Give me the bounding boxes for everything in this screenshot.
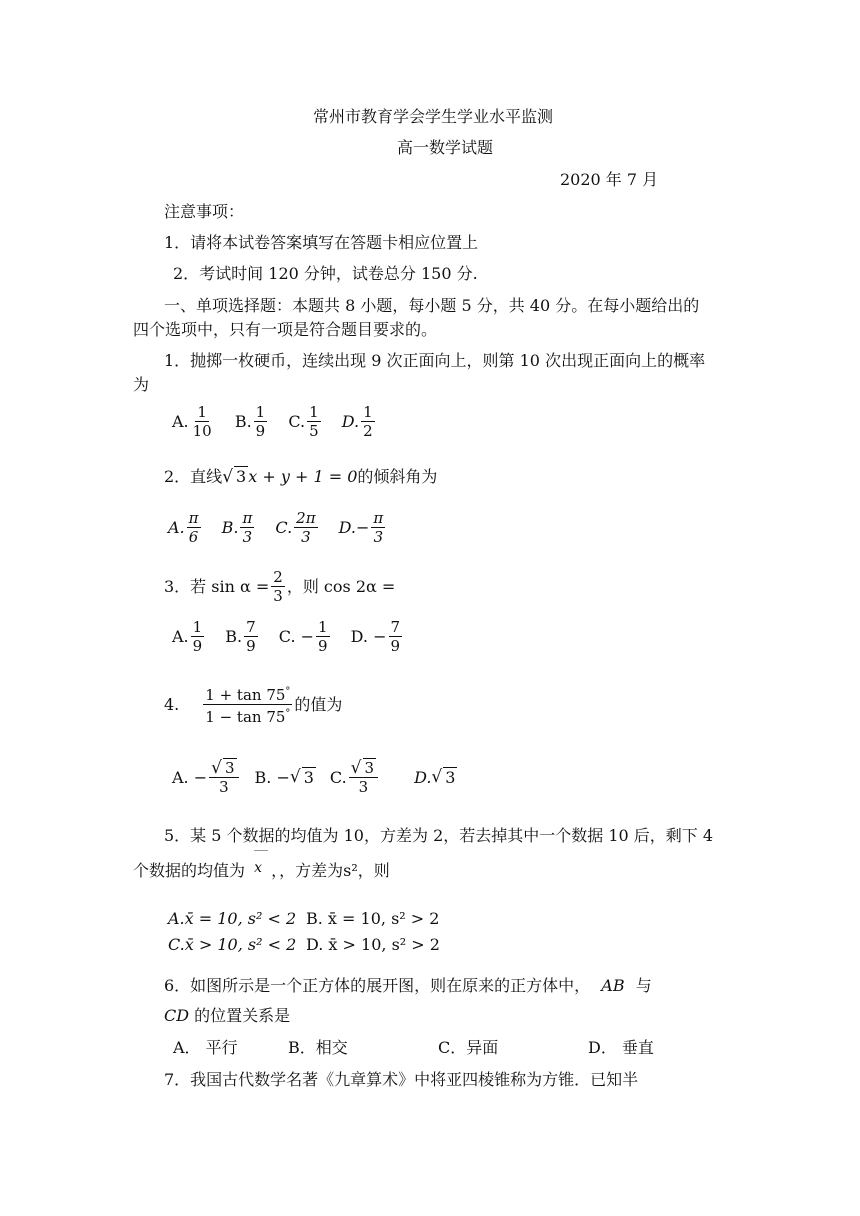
question-3-suffix: ，则 cos 2α = [286, 576, 396, 596]
mean-variable: x [254, 860, 263, 876]
question-2-option-c[interactable] [275, 509, 319, 546]
fraction-numerator: 7 [246, 618, 256, 636]
option-label: D. − [350, 627, 387, 646]
option-label: A. [168, 518, 185, 537]
section-1-instructions-line-1: 一、单项选择题：本题共 8 小题，每小题 5 分，共 40 分。在每小题给出的 [164, 296, 700, 315]
fraction-numerator: 7 [390, 618, 401, 636]
question-2-option-a[interactable] [168, 509, 203, 546]
question-5-option-b[interactable]: B. x̄ = 10, s² > 2 [306, 909, 440, 928]
question-6-line-2-text: 的位置关系是 [194, 1006, 291, 1025]
question-4-suffix: 的值为 [294, 694, 343, 714]
fraction-numerator: 1 [192, 618, 203, 636]
question-3-stem [164, 568, 395, 605]
exam-org-title: 常州市教育学会学生学业水平监测 [313, 107, 554, 126]
fraction-denominator: 9 [246, 637, 256, 655]
question-2-option-d[interactable] [339, 509, 388, 546]
option-label: B. [221, 518, 239, 537]
question-3-option-d[interactable] [351, 618, 404, 655]
question-1-stem-line-2: 为 [133, 375, 150, 394]
question-1-option-c[interactable] [288, 403, 322, 440]
fraction-denominator: 3 [219, 778, 229, 796]
option-label: C. − [278, 627, 315, 646]
fraction-numerator: 1 [309, 403, 319, 421]
question-4-options [172, 758, 471, 796]
fraction-denominator: 6 [188, 528, 199, 546]
question-2-options [168, 509, 401, 546]
fraction-numerator: 1 [197, 403, 207, 421]
fraction-numerator: 2 [273, 568, 283, 586]
degree-symbol: ° [285, 686, 291, 697]
question-5-option-a[interactable]: A.x̄ = 10, s² < 2 [168, 909, 297, 928]
denominator-text: 1 − tan 75 [205, 708, 286, 726]
question-2-suffix: 的倾斜角为 [357, 467, 438, 486]
question-2-option-b[interactable] [222, 509, 257, 546]
question-5-line-2-start: 个数据的均值为 [133, 861, 246, 880]
fraction-denominator: 9 [255, 422, 266, 440]
option-label: B. [225, 627, 243, 646]
question-6-line-1-end: 与 [635, 976, 652, 995]
fraction-numerator: π [373, 509, 384, 527]
fraction-numerator [349, 758, 378, 778]
radicand: 3 [224, 759, 235, 777]
question-4-stem [164, 683, 342, 726]
question-5-stem-line-1: 5．某 5 个数据的均值为 10，方差为 2，若去掉其中一个数据 10 后，剩下 4 [164, 826, 714, 845]
fraction-numerator: 1 [255, 403, 266, 421]
question-3-options [172, 618, 418, 655]
radicand: 3 [445, 768, 456, 787]
fraction-denominator: 3 [373, 528, 384, 546]
fraction-numerator [203, 683, 292, 705]
sqrt-symbol: √ [289, 767, 301, 787]
radicand: 3 [236, 467, 247, 486]
question-6-line-1-start: 6．如图所示是一个正方体的展开图，则在原来的正方体中， [164, 976, 591, 995]
fraction-numerator: π [242, 509, 253, 527]
question-6-option-a[interactable]: A． 平行 [173, 1038, 238, 1057]
sqrt-symbol: √ [222, 467, 234, 487]
sqrt-symbol: √ [211, 758, 222, 778]
fraction-denominator: 3 [273, 587, 283, 605]
question-7-stem-line-1: 7．我国古代数学名著《九章算术》中将亚四棱锥称为方锥．已知半 [164, 1070, 639, 1089]
option-label: A. − [172, 767, 208, 787]
fraction-denominator: 5 [309, 422, 319, 440]
question-4-option-a[interactable] [172, 758, 241, 796]
question-3-option-b[interactable] [225, 618, 259, 655]
question-1-options [172, 403, 391, 440]
section-1-instructions-line-2: 四个选项中，只有一项是符合题目要求的。 [133, 320, 438, 339]
fraction-numerator [209, 758, 238, 778]
question-4-number: 4. [164, 694, 180, 714]
option-label: C. [288, 412, 306, 431]
question-3-prefix: 3．若 sin α = [164, 576, 270, 596]
fraction-denominator: 2 [363, 422, 373, 440]
option-label: D. [414, 767, 432, 787]
question-6-option-b[interactable]: B．相交 [288, 1038, 348, 1057]
question-5-stem-line-2 [133, 861, 390, 882]
radicand: 3 [303, 768, 314, 787]
fraction-denominator: 3 [358, 778, 369, 796]
option-label: D. [341, 412, 360, 431]
question-4-option-d[interactable] [414, 767, 457, 787]
option-label: A. [172, 412, 189, 431]
fraction-denominator: 3 [242, 528, 253, 546]
question-6-option-d[interactable]: D． 垂直 [588, 1038, 654, 1057]
question-4-option-c[interactable] [330, 758, 380, 796]
option-label: D.− [338, 518, 370, 537]
option-label: B. [234, 412, 252, 431]
fraction-denominator: 9 [318, 637, 328, 655]
question-2-stem [164, 466, 437, 487]
option-label: C. [329, 767, 347, 787]
segment-cd: CD [164, 1006, 190, 1025]
exam-subject-title: 高一数学试题 [397, 138, 494, 157]
fraction-numerator: 1 [318, 618, 328, 636]
sqrt-symbol: √ [431, 767, 443, 787]
question-1-option-b[interactable] [235, 403, 269, 440]
fraction-denominator: 10 [192, 422, 212, 440]
question-1-stem-line-1: 1．抛掷一枚硬币，连续出现 9 次正面向上，则第 10 次出现正面向上的概率 [164, 351, 706, 370]
question-6-option-c[interactable]: C．异面 [438, 1038, 499, 1057]
fraction-numerator: π [188, 509, 199, 527]
fraction-denominator: 3 [301, 528, 311, 546]
notes-item-1: 1．请将本试卷答案填写在答题卡相应位置上 [164, 233, 479, 252]
question-1-option-a[interactable] [172, 403, 216, 440]
sqrt-symbol: √ [350, 758, 362, 778]
question-3-option-a[interactable] [172, 618, 206, 655]
question-2-prefix: 2．直线 [164, 467, 223, 486]
fraction-denominator [203, 705, 292, 726]
question-5-option-d[interactable]: D. x̄ > 10, s² > 2 [306, 935, 440, 954]
fraction-numerator: 1 [363, 403, 373, 421]
question-6-stem-line-2 [164, 1006, 290, 1026]
radicand: 3 [364, 759, 375, 777]
question-4-option-b[interactable] [255, 767, 316, 787]
notes-heading: 注意事项： [164, 202, 245, 221]
question-1-option-d[interactable] [342, 403, 377, 440]
fraction-denominator: 9 [390, 637, 401, 655]
question-5-line-2-end: ，，方差为s²，则 [271, 861, 390, 880]
question-6-stem-line-1 [164, 976, 652, 996]
degree-symbol: ° [285, 708, 291, 719]
option-label: C. [275, 518, 293, 537]
fraction-denominator: 9 [192, 637, 203, 655]
line-equation: x + y + 1 = 0 [248, 467, 358, 486]
numerator-text: 1 + tan 75 [205, 686, 286, 704]
fraction-numerator: 2π [296, 509, 316, 527]
option-label: A. [172, 627, 189, 646]
segment-ab: AB [601, 976, 625, 995]
question-5-option-c[interactable]: C.x̄ > 10, s² < 2 [168, 935, 297, 954]
option-label: B. − [254, 767, 290, 787]
question-5-xbar-overline [254, 850, 268, 851]
question-3-option-c[interactable] [279, 618, 332, 655]
exam-date: 2020 年 7 月 [560, 170, 659, 189]
notes-item-2: 2．考试时间 120 分钟，试卷总分 150 分. [173, 264, 478, 283]
